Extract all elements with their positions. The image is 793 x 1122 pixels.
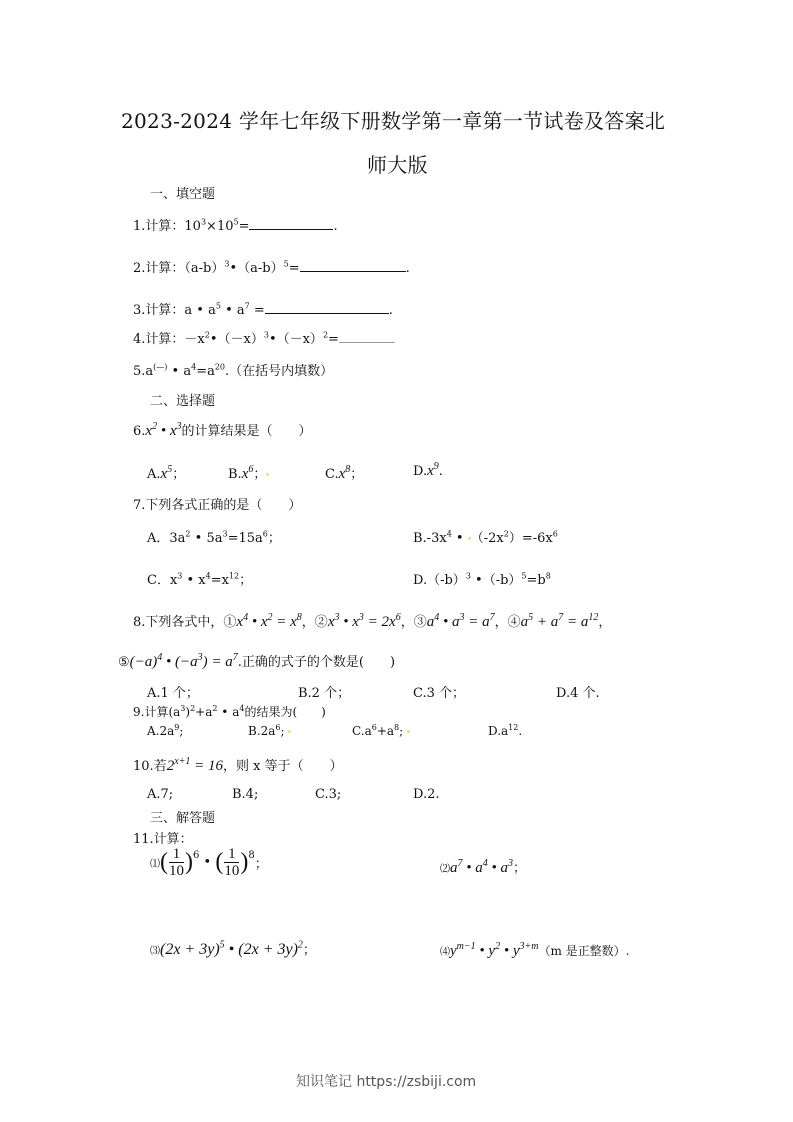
q10-option-c: C.3; (315, 787, 342, 802)
question-7: 7.下列各式正确的是（ ） (133, 498, 302, 513)
section-solve: 三、解答题 (150, 811, 216, 826)
page-title: 2023-2024 学年七年级下册数学第一章第一节试卷及答案北 (121, 109, 666, 133)
page-title-cont: 师大版 (367, 153, 428, 177)
question-10: 10.若$2^{x+1} = 16$，则 x 等于（ ） (133, 756, 343, 774)
question-4: 4.计算：$-x^2•(-x)^3•(-x)^2=$ (133, 328, 395, 347)
question-9: 9.计算$(a^3)^2+a^2$ • $a^4$的结果为( ) (133, 704, 326, 719)
q11-part-1: ⑴( $\frac{1}{10}$ )$^6$ • ( $\frac{1}{10}$ )$^8$； (150, 846, 268, 879)
q6-option-b: $B.x^6$； (228, 463, 269, 483)
footer-watermark: 知识笔记 https://zsbiji.com (296, 1074, 477, 1090)
q7-option-c: C．$x^3$ • $x^4=x^{12}$； (147, 571, 253, 588)
q6-option-d: $D.x^9$. (413, 461, 443, 479)
q9-option-d: $D.a^{12}$. (488, 723, 523, 738)
question-2: 2.计算：$(a-b)^3•(a-b)^5=$ . (133, 259, 410, 276)
q11-part-3: ⑶(2x + 3y)$^5$ • $(2x + 3y)^2$； (150, 939, 316, 958)
question-5: 5.a(—) • $a^4=a^{20}$.（在括号内填数） (133, 362, 334, 379)
question-11: 11.计算： (133, 832, 193, 847)
q7-option-d: $D.(-b)^3$ $•(-b)^5=b^8$ (413, 571, 551, 588)
answer-blank (339, 330, 395, 343)
q8-option-c: C.3 个； (413, 686, 466, 701)
q9-option-c: $C.a^6+a^8$; (352, 724, 410, 738)
question-3: 3.计算：a • $a^5$ • $a^7$ = . (133, 301, 393, 318)
question-8-cont: $⑤(-a)^4$ • $(-a^3) = a^7$.正确的式子的个数是( ) (118, 652, 396, 670)
q11-part-2: $⑵a^7$ • $a^4$ • $a^3$； (440, 858, 527, 876)
question-6: $6.x^2$ • $x^3$的计算结果是（ ） (133, 421, 312, 439)
q7-option-b: $B.-3x^4$ • $(-2x^2)=-6x^6$ (413, 529, 558, 546)
q11-part-4: $⑷y^{m-1}$ • $y^2$ • $y^{3+m}(m$ 是正整数）. (440, 941, 630, 959)
question-8: 8.下列各式中，$①x^4$ • $x^2 = x^8$，$②x^3$ • $x^3 = 2x^6$，$③a^4$ • $a^3 = a^7$，$④a^5 + a^7 = a^{12}$， (133, 612, 612, 630)
q10-option-d: D.2. (413, 787, 440, 802)
q7-option-a: A．$3a^2$ • $5a^3=15a^6$； (147, 529, 281, 546)
q8-option-d: D.4 个. (556, 686, 600, 701)
q10-option-a: A.7; (147, 787, 174, 802)
q6-option-c: $C.x^8$； (325, 464, 364, 482)
q8-option-a: A.1 个； (147, 686, 199, 701)
answer-blank (249, 217, 333, 230)
answer-blank (265, 301, 389, 314)
q6-option-a: $A.x^5$； (147, 464, 186, 482)
question-1: 1.计算：$10^3\times 10^5=$ . (133, 217, 338, 234)
q9-option-b: $B.2a^6$; (248, 724, 291, 738)
q9-option-a: $A.2a^9$; (147, 723, 184, 738)
q10-option-b: B.4; (232, 787, 259, 802)
section-fill-blank: 一、填空题 (150, 187, 216, 202)
answer-blank (300, 259, 406, 272)
q8-option-b: B.2 个； (298, 686, 351, 701)
section-choice: 二、选择题 (150, 394, 216, 409)
